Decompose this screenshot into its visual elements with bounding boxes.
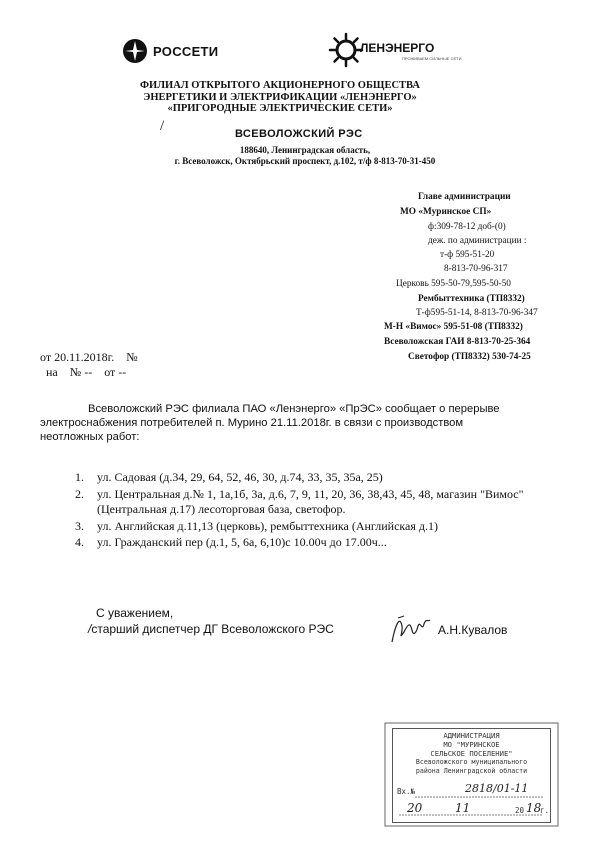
closing-regards: С уважением, [96, 606, 174, 620]
document-reference: от 20.11.2018г. № на № -- от -- [40, 350, 138, 379]
recipient-line: МО «Муринское СП» [400, 207, 492, 217]
stamp-date-month: 11 [455, 801, 471, 815]
closing-block [88, 605, 334, 637]
recipient-line: Т-ф595-51-14, 8-813-70-96-347 [416, 308, 538, 318]
recipient-line: Главе администрации [418, 192, 511, 202]
list-item: 2. ул. Центральная д.№ 1, 1а,1б, 3а, д.6, 7, 9, 11, 20, 36, 38,43, 45, 48, магазин "Вимос"(Центральная д.17) лесоторговая база, светофор. [75, 486, 524, 516]
signature-icon [388, 612, 432, 648]
organization-name: ФИЛИАЛ ОТКРЫТОГО АКЦИОНЕРНОГО ОБЩЕСТВА ЭНЕРГЕТИКИ И ЭЛЕКТРИФИКАЦИИ «ЛЕНЭНЕРГО» «ПРИГОРОДНЫЕ ЭЛЕКТРИЧЕСКИЕ СЕТИ» [140, 80, 420, 114]
recipient-line: Рембыттехника (ТП8332) [418, 294, 525, 304]
outage-address-list [75, 470, 565, 552]
recipient-line: М-Н «Вимос» 595-51-08 (ТП8332) [384, 322, 523, 332]
rosseti-wordmark: РОССЕТИ [153, 43, 219, 59]
lenenergo-emblem-icon [328, 32, 364, 68]
rosseti-emblem-icon [122, 38, 148, 64]
mark-slash: / [160, 118, 165, 134]
lenenergo-wordmark: ЛЕНЭНЕРГО [360, 41, 435, 55]
rosseti-logo [122, 38, 232, 64]
recipient-line: Светофор (ТП8332) 530-74-25 [408, 352, 531, 362]
recipient-line: т-ф 595-51-20 [440, 250, 495, 260]
signer-name: А.Н.Кувалов [438, 623, 508, 637]
list-item: 1. ул. Садовая (д.34, 29, 64, 52, 46, 30, д.74, 33, 35, 35а, 25) [75, 470, 383, 484]
stamp-year-label: г. [540, 806, 550, 815]
stamp-in-number: 2818/01-11 [465, 782, 529, 795]
stamp-year-suffix: 18 [526, 801, 542, 815]
stamp-date-day: 20 [407, 801, 423, 815]
list-item: 4. ул. Гражданский пер (д.1, 5, 6а, 6,10)с 10.00ч до 17.00ч... [75, 535, 387, 549]
lenenergo-tagline: ПРОЖИВАЕМ СИЛЬНЫЕ СЕТИ [402, 56, 462, 61]
address: 188640, Ленинградская область, г. Всеволожск, Октябрьский проспект, д.102, т/ф 8-813-70-31-450 [174, 145, 436, 166]
registration-stamp: АДМИНИСТРАЦИЯ МО "МУРИНСКОЕ СЕЛЬСКОЕ ПОСЕЛЕНИЕ" Всеволожского муниципального района Ленинградской области Вх.№ 2818/01-11 20 11 20 18 г. [384, 722, 559, 827]
recipient-line: ф:309-78-12 доб-(0) [428, 222, 506, 232]
signer-position: /старший диспетчер ДГ Всеволожского РЭС [88, 622, 334, 636]
recipient-line: Всеволожская ГАИ 8-813-70-25-364 [384, 337, 531, 347]
stamp-year-prefix: 20 [515, 806, 525, 815]
recipient-line: 8-813-70-96-317 [444, 264, 508, 274]
lenenergo-logo [328, 30, 468, 70]
stamp-in-label: Вх.№ [397, 787, 416, 796]
letter-body: Всеволожский РЭС филиала ПАО «Ленэнерго» «ПрЭС» сообщает о перерыве электроснабжения потребителей п. Мурино 21.11.2018г. в связи с производством неотложных работ: [40, 403, 500, 443]
list-item: 3. ул. Английская д.11,13 (церковь), рембыттехника (Английская д.1) [75, 518, 438, 533]
recipient-line: деж. по администрации : [428, 236, 527, 246]
res-name: ВСЕВОЛОЖСКИЙ РЭС [235, 128, 363, 140]
recipient-line: Церковь 595-50-79,595-50-50 [396, 279, 511, 289]
